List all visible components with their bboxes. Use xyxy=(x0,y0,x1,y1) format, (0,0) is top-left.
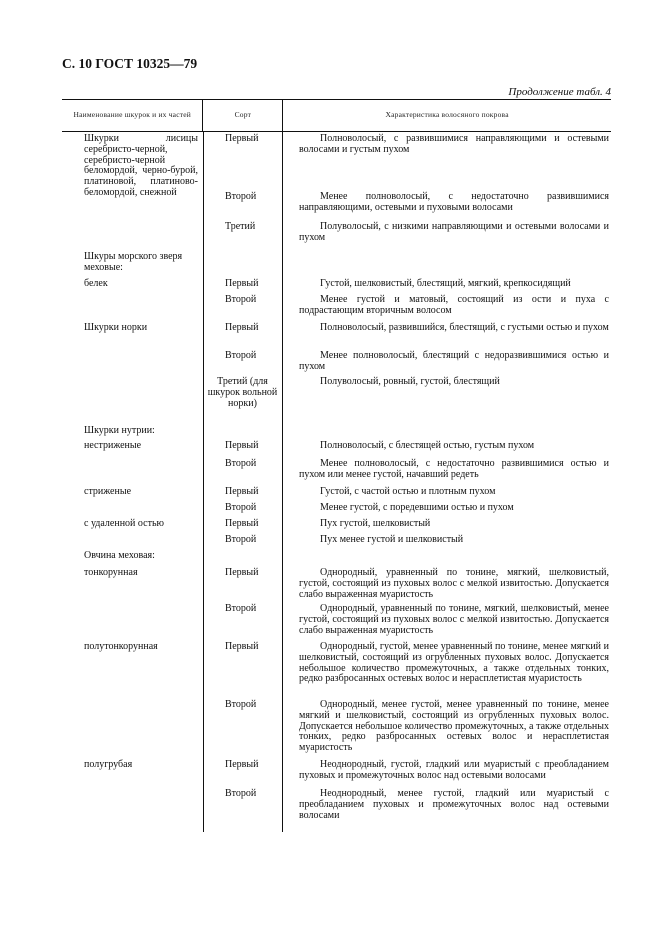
cell-grade: Второй xyxy=(225,699,257,710)
cell-grade: Второй xyxy=(225,603,257,614)
cell-grade: Второй xyxy=(225,294,257,305)
cell-grade xyxy=(203,551,282,562)
cell-grade: Первый xyxy=(225,322,259,333)
cell-characteristic: Менее полноволосый, блестящий с недоразвившимися остью и пухом xyxy=(299,350,609,372)
cell-name: с удаленной остью xyxy=(84,518,164,529)
table-row xyxy=(62,642,611,685)
grade-table xyxy=(62,99,611,832)
cell-grade: Первый xyxy=(225,133,259,144)
cell-name: Овчина меховая: xyxy=(84,550,155,561)
table-row xyxy=(62,551,611,562)
cell-grade: Первый xyxy=(225,278,259,289)
cell-name xyxy=(62,789,203,821)
cell-characteristic: Густой, с частой остью и плотным пухом xyxy=(320,486,496,497)
cell-grade: Второй xyxy=(225,788,257,799)
cell-characteristic: Менее полноволосый, с недостаточно развившимися направляющими, остевыми и пуховыми волосами xyxy=(299,191,609,213)
table-row xyxy=(62,252,611,274)
cell-grade: Второй xyxy=(225,502,257,513)
table-body xyxy=(62,132,611,832)
cell-grade xyxy=(203,252,282,274)
cell-name: Шкурки норки xyxy=(84,322,148,333)
cell-name xyxy=(62,535,203,546)
cell-name: полутонкорунная xyxy=(84,641,158,652)
cell-grade: Первый xyxy=(225,518,259,529)
cell-name: нестриженые xyxy=(84,440,142,451)
table-row xyxy=(62,441,611,452)
cell-name xyxy=(62,295,203,317)
cell-characteristic: Полноволосый, с блестящей остью, густым пухом xyxy=(320,440,535,451)
cell-name xyxy=(62,222,203,244)
table-row xyxy=(62,789,611,821)
table-row xyxy=(62,519,611,530)
header-name: Наименование шкурок и их частей xyxy=(62,100,203,131)
cell-name: белек xyxy=(84,278,108,289)
cell-grade: Второй xyxy=(225,350,257,361)
table-row xyxy=(62,134,611,199)
cell-grade: Третий (для шкурок вольной норки) xyxy=(207,376,278,409)
table-row xyxy=(62,377,611,409)
cell-characteristic: Неоднородный, густой, гладкий или муаристый с преобладанием пуховых и промежуточных волос над остевыми волосами xyxy=(299,759,609,781)
cell-characteristic: Полноволосый, с развившимися направляющими и остевыми волосами и густым пухом xyxy=(299,133,609,155)
cell-characteristic xyxy=(282,551,611,562)
cell-name: Шкурки лисицы серебристо-черной, серебристо-черной беломордой, черно-бурой, платиновой, платиново-беломордой, снежной xyxy=(84,133,198,198)
table-row xyxy=(62,604,611,636)
cell-name: Шкуры морского зверя меховые: xyxy=(84,251,183,273)
table-row xyxy=(62,700,611,754)
table-row xyxy=(62,503,611,514)
table-row xyxy=(62,222,611,244)
cell-name xyxy=(62,377,203,409)
cell-characteristic: Менее густой, с поредевшими остью и пухом xyxy=(320,502,514,513)
cell-characteristic: Полуволосый, с низкими направляющими и остевыми волосами и пухом xyxy=(299,221,609,243)
cell-characteristic: Полноволосый, развившийся, блестящий, с густыми остью и пухом xyxy=(320,322,609,333)
cell-grade: Второй xyxy=(225,191,257,202)
cell-grade: Третий xyxy=(225,221,256,232)
cell-characteristic: Пух густой, шелковистый xyxy=(320,518,431,529)
table-row xyxy=(62,535,611,546)
table-row xyxy=(62,568,611,600)
cell-grade: Второй xyxy=(225,534,257,545)
cell-characteristic: Полуволосый, ровный, густой, блестящий xyxy=(320,376,500,387)
cell-name: тонкорунная xyxy=(84,567,138,578)
table-row xyxy=(62,351,611,373)
cell-characteristic: Пух менее густой и шелковистый xyxy=(320,534,464,545)
cell-grade: Второй xyxy=(225,458,257,469)
cell-name xyxy=(62,700,203,754)
page-header: С. 10 ГОСТ 10325—79 xyxy=(62,56,198,71)
header-grade: Сорт xyxy=(203,100,283,131)
cell-grade: Первый xyxy=(225,486,259,497)
cell-characteristic: Менее полноволосый, с недостаточно развившимися остью и пухом или менее густой, начавший редеть xyxy=(299,458,609,480)
cell-grade: Первый xyxy=(225,567,259,578)
table-continuation-label: Продолжение табл. 4 xyxy=(508,86,611,98)
cell-characteristic: Однородный, густой, менее уравненный по тонине, менее мягкий и шелковистый, состоящий из огрубленных пуховых волос. Допускается небольшое количество промежуточных, а также отдельных тонких, редко разбросанных остевых волос и нерасплетистая муаристость xyxy=(299,641,609,685)
table-row xyxy=(62,295,611,317)
table-header-row xyxy=(62,100,611,132)
cell-characteristic: Однородный, уравненный по тонине, мягкий, шелковистый, густой, состоящий из пуховых волос с мелкой извитостью. Допускается слабо выраженная муаристость xyxy=(299,567,609,600)
cell-name xyxy=(62,351,203,373)
cell-name: Шкурки нутрии: xyxy=(84,425,155,436)
cell-name: стриженые xyxy=(84,486,132,497)
table-row xyxy=(62,760,611,782)
cell-name xyxy=(62,503,203,514)
table-row xyxy=(62,459,611,481)
cell-characteristic: Однородный, менее густой, менее уравненный по тонине, менее мягкий и шелковистый, состоящий из огрубленных пуховых волос. Допускается небольшое количество промежуточных, а также отдельных тонких, редко разбросанных остевых волос и нерасплетистая муаристость xyxy=(299,699,609,754)
cell-characteristic xyxy=(282,252,611,274)
cell-grade: Первый xyxy=(225,641,259,652)
cell-characteristic: Неоднородный, менее густой, гладкий или муаристый с преобладанием пуховых и промежуточных волос над остевыми волосами xyxy=(299,788,609,821)
cell-grade: Первый xyxy=(225,440,259,451)
table-row xyxy=(62,192,611,214)
cell-name xyxy=(62,604,203,636)
cell-grade xyxy=(203,426,282,437)
cell-characteristic: Однородный, уравненный по тонине, мягкий, шелковистый, менее густой, состоящий из пуховых волос с мелкой извитостью. Допускается слабо выраженная муаристость xyxy=(299,603,609,636)
cell-characteristic: Густой, шелковистый, блестящий, мягкий, крепкосидящий xyxy=(320,278,571,289)
cell-name: полугрубая xyxy=(84,759,133,770)
table-row xyxy=(62,279,611,290)
header-characteristic: Характеристика волосяного покрова xyxy=(385,110,509,120)
cell-characteristic: Менее густой и матовый, состоящий из ости и пуха с подрастающим вторичным волосом xyxy=(299,294,609,316)
cell-grade: Первый xyxy=(225,759,259,770)
table-row xyxy=(62,323,611,334)
table-row xyxy=(62,487,611,498)
cell-name xyxy=(62,192,203,214)
cell-name xyxy=(62,459,203,481)
table-row xyxy=(62,426,611,437)
cell-characteristic xyxy=(282,426,611,437)
